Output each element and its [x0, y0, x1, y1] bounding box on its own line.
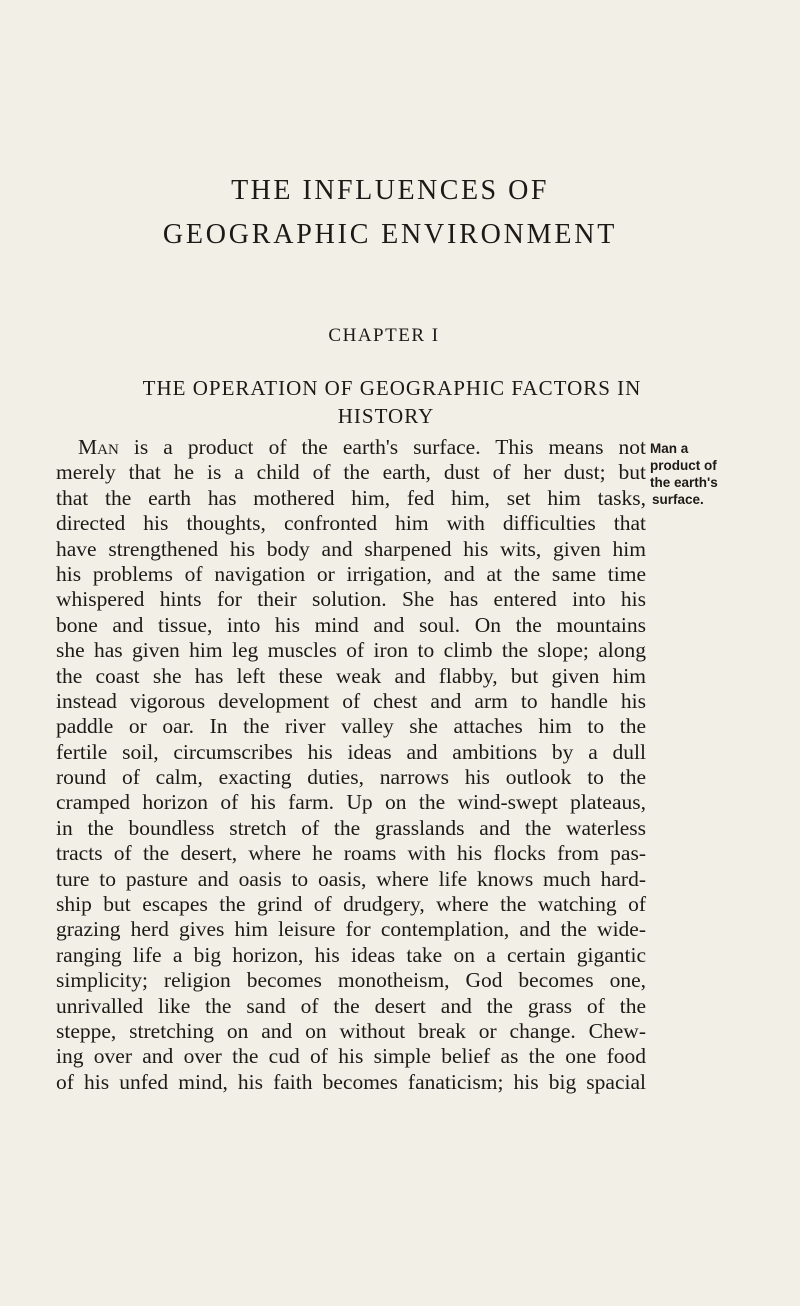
book-title-line-2: GEOGRAPHIC ENVIRONMENT	[162, 219, 618, 250]
paragraph-line: round of calm, exacting duties, narrows his outlook to the	[56, 765, 646, 790]
side-note-line: surface.	[652, 492, 704, 507]
paragraph-line: steppe, stretching on and on without break or change. Chew-	[56, 1018, 646, 1043]
side-note-line: product of	[650, 458, 717, 473]
chapter-title-line-2: HISTORY	[337, 404, 435, 428]
margin-side-note	[650, 440, 750, 508]
paragraph-line: merely that he is a child of the earth, dust of her dust; but	[56, 460, 646, 485]
paragraph-line: that the earth has mothered him, fed him, set him tasks,	[56, 485, 646, 510]
chapter-label: CHAPTER I	[328, 325, 440, 346]
paragraph-line: his problems of navigation or irrigation, and at the same time	[56, 561, 646, 586]
side-note-line: Man a	[650, 441, 689, 456]
paragraph-line: directed his thoughts, confronted him with difficulties that	[56, 511, 646, 536]
paragraph-line-1	[56, 435, 646, 460]
paragraph-line: bone and tissue, into his mind and soul. On the mountains	[56, 612, 646, 637]
paragraph-line: ship but escapes the grind of drudgery, where the watching of	[56, 892, 646, 917]
paragraph-line: the coast she has left these weak and flabby, but given him	[56, 663, 646, 688]
paragraph-line: paddle or oar. In the river valley she attaches him to the	[56, 714, 646, 739]
opening-word: Man	[78, 435, 119, 459]
paragraph-line: ture to pasture and oasis to oasis, where life knows much hard-	[56, 866, 646, 891]
body-paragraph	[56, 435, 646, 1095]
paragraph-line-1-text: is a product of the earth's surface. This means not	[118, 435, 646, 459]
paragraph-line: tracts of the desert, where he roams with his flocks from pas-	[56, 841, 646, 866]
side-note-line: the earth's	[650, 475, 718, 490]
paragraph-line: ranging life a big horizon, his ideas take on a certain gigantic	[56, 942, 646, 967]
paragraph-line: unrivalled like the sand of the desert and the grass of the	[56, 993, 646, 1018]
paragraph-line: simplicity; religion becomes monotheism, God becomes one,	[56, 968, 646, 993]
paragraph-line: in the boundless stretch of the grasslands and the waterless	[56, 815, 646, 840]
paragraph-line: fertile soil, circumscribes his ideas and ambitions by a dull	[56, 739, 646, 764]
paragraph-line: instead vigorous development of chest and arm to handle his	[56, 688, 646, 713]
paragraph-line: have strengthened his body and sharpened his wits, given him	[56, 536, 646, 561]
paragraph-line: she has given him leg muscles of iron to climb the slope; along	[56, 638, 646, 663]
paragraph-line: whispered hints for their solution. She has entered into his	[56, 587, 646, 612]
book-title-line-1: THE INFLUENCES OF	[231, 175, 549, 206]
chapter-title-line-1: THE OPERATION OF GEOGRAPHIC FACTORS IN	[142, 376, 642, 400]
paragraph-line: ing over and over the cud of his simple belief as the one food	[56, 1044, 646, 1069]
paragraph-line: cramped horizon of his farm. Up on the wind-swept plateaus,	[56, 790, 646, 815]
paragraph-line: of his unfed mind, his faith becomes fanaticism; his big spacial	[56, 1069, 646, 1094]
paragraph-line: grazing herd gives him leisure for contemplation, and the wide-	[56, 917, 646, 942]
